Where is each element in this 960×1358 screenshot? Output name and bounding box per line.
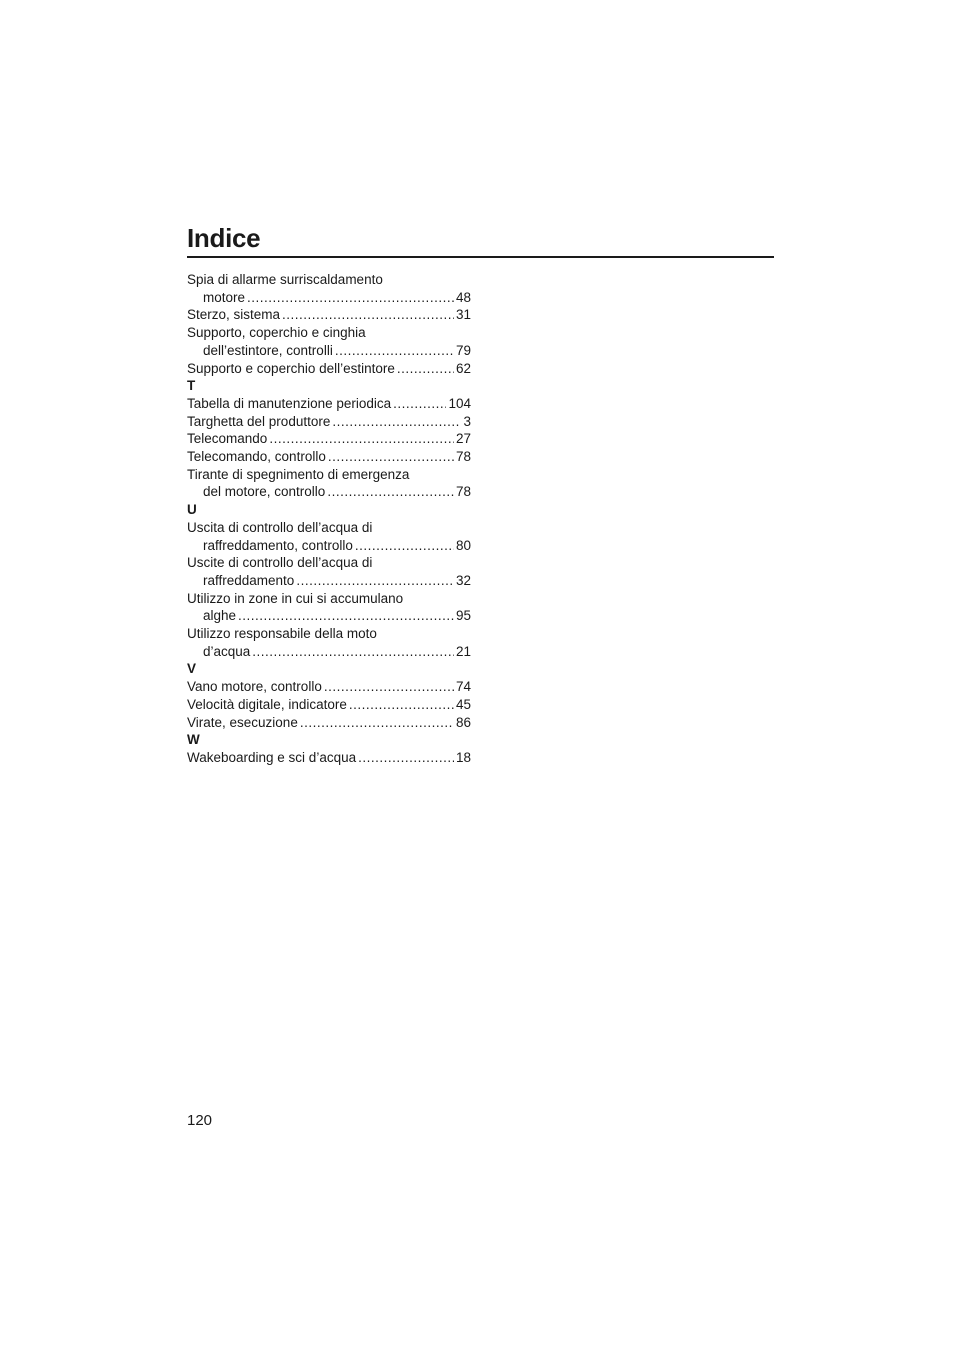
index-entry-text: Wakeboarding e sci d’acqua [187,749,357,765]
index-entry-line [187,413,471,431]
index-entry-text: Utilizzo responsabile della moto [187,626,377,642]
dot-leader [324,678,454,696]
index-entry-text: Velocità digitale, indicatore [187,696,347,712]
index-entry-text: Utilizzo in zone in cui si accumulano [187,590,404,606]
index-list [187,271,471,767]
index-entry [187,625,471,660]
index-page-number: 95 [455,608,471,624]
index-entry-line [187,537,471,555]
index-letter-heading: U [187,502,197,518]
index-entry [187,271,471,306]
page-header [187,222,774,258]
index-entry-line [187,306,471,324]
index-entry [187,696,471,714]
index-entry-line [187,572,471,590]
index-page-number: 21 [455,643,471,659]
index-entry-line [187,360,471,378]
index-entry [187,395,471,413]
index-page-number: 32 [455,572,471,588]
index-entry-text: del motore, controllo [203,484,326,500]
index-entry-text: raffreddamento [203,572,295,588]
index-entry-line [187,430,471,448]
index-letter-heading: W [187,732,200,748]
index-entry-text: Telecomando, controllo [187,449,326,465]
index-entry-text: motore [203,289,246,305]
page-title: Indice [187,223,261,253]
dot-leader [335,342,454,360]
index-entry [187,714,471,732]
index-entry [187,360,471,378]
index-page-number: 78 [455,449,471,465]
index-entry-text: Tabella di manutenzione periodica [187,395,392,411]
index-entry-text: Uscita di controllo dell’acqua di [187,519,373,535]
index-letter-heading: V [187,661,197,677]
index-page-number: 18 [455,749,471,765]
index-entry-line [187,643,471,661]
index-entry-line [187,749,471,767]
dot-leader [349,696,454,714]
index-entry-line [187,714,471,732]
index-page-number: 104 [448,395,471,411]
dot-leader [355,537,454,555]
index-entry [187,466,471,501]
index-entry [187,749,471,767]
index-entry-text: dell’estintore, controlli [203,342,333,358]
index-page-number: 74 [455,679,471,695]
index-entry [187,306,471,324]
index-entry [187,448,471,466]
index-entry [187,413,471,431]
index-entry [187,324,471,359]
index-entry [187,554,471,589]
dot-leader [328,448,454,466]
index-entry-text: Virate, esecuzione [187,714,298,730]
index-entry-line [187,696,471,714]
index-entry-line [187,466,471,484]
index-entry-text: Targhetta del produttore [187,413,331,429]
index-entry-text: Vano motore, controllo [187,679,322,695]
index-entry-text: raffreddamento, controllo [203,537,353,553]
index-entry-line [187,678,471,696]
index-entry-line [187,590,471,608]
index-entry-line [187,519,471,537]
dot-leader [282,306,454,324]
dot-leader [397,360,454,378]
index-entry-text: alghe [203,608,237,624]
index-page-number: 79 [455,342,471,358]
index-entry [187,590,471,625]
dot-leader [296,572,454,590]
index-page-number: 48 [455,289,471,305]
index-page-number: 45 [455,696,471,712]
index-entry [187,678,471,696]
dot-leader [238,607,454,625]
index-entry-text: Tirante di spegnimento di emergenza [187,466,410,482]
index-entry-line [187,271,471,289]
index-entry-line [187,554,471,572]
dot-leader [393,395,446,413]
index-entry [187,519,471,554]
index-entry-line [187,448,471,466]
index-entry-text: Uscite di controllo dell’acqua di [187,555,373,571]
index-entry-text: Supporto, coperchio e cinghia [187,325,366,341]
dot-leader [358,749,454,767]
index-page-number: 78 [455,484,471,500]
index-page-number: 31 [455,307,471,323]
index-entry-text: Supporto e coperchio dell’estintore [187,360,395,376]
index-page-number: 3 [463,413,471,429]
index-letter-heading: T [187,378,196,394]
index-page-number: 62 [455,360,471,376]
dot-leader [300,714,454,732]
index-entry [187,430,471,448]
index-page-number: 80 [455,537,471,553]
index-entry-text: Sterzo, sistema [187,307,281,323]
index-entry-line [187,625,471,643]
dot-leader [252,643,454,661]
index-page-number: 27 [455,431,471,447]
index-entry-line [187,607,471,625]
index-entry-text: Telecomando [187,431,268,447]
page-number: 120 [187,1112,213,1129]
dot-leader [247,289,454,307]
index-page-number: 86 [455,714,471,730]
index-entry-line [187,483,471,501]
index-entry-line [187,289,471,307]
dot-leader [327,483,454,501]
index-entry-line [187,324,471,342]
index-entry-line [187,395,471,413]
index-entry-line [187,342,471,360]
dot-leader [269,430,454,448]
dot-leader [332,413,461,431]
index-entry-text: d’acqua [203,643,251,659]
index-entry-text: Spia di allarme surriscaldamento [187,272,383,287]
